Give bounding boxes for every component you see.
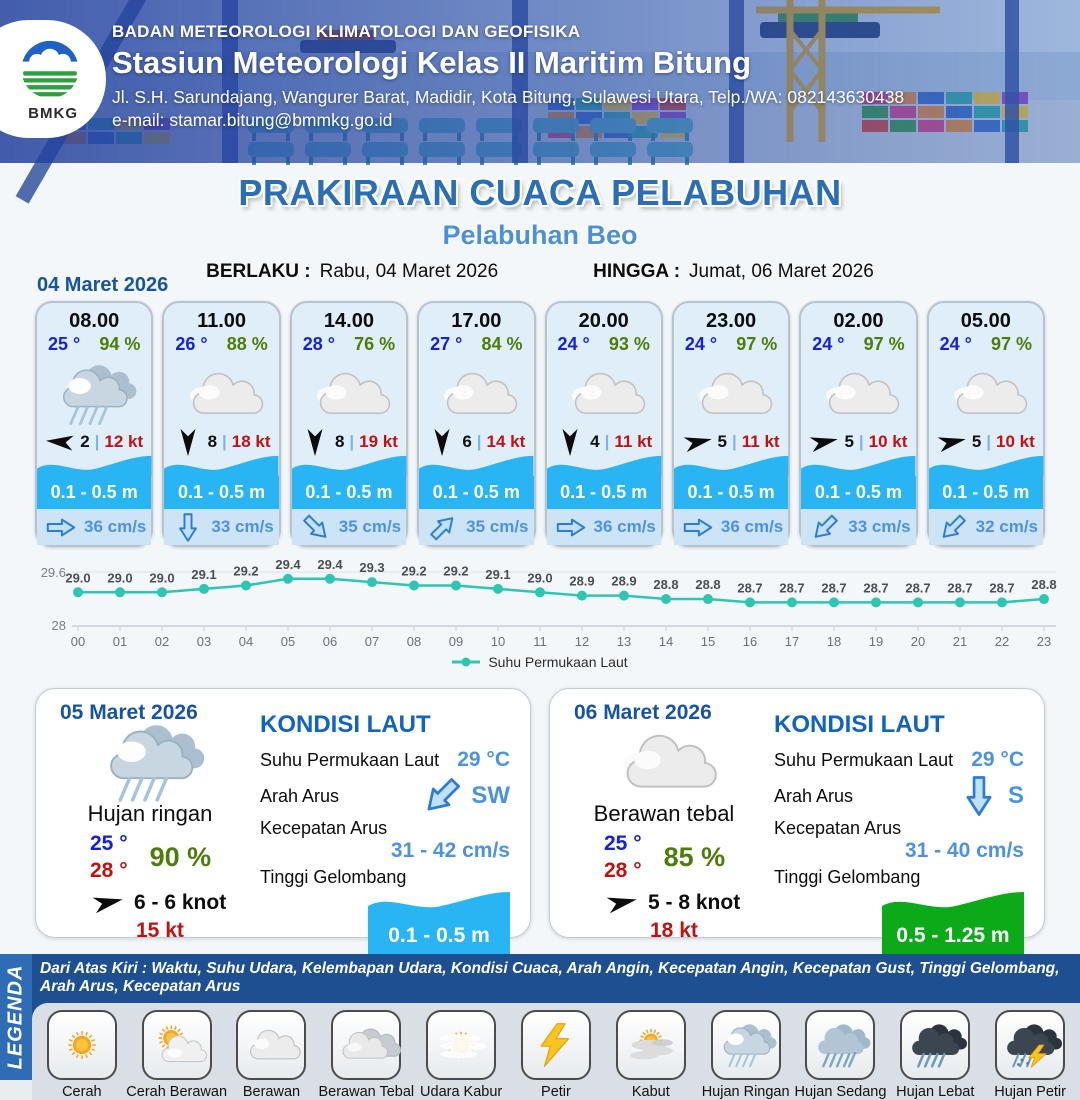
sst-label: Suhu Permukaan Laut xyxy=(774,749,954,770)
wind-value: 2 xyxy=(80,432,90,451)
legend-item-label: Hujan Lebat xyxy=(896,1084,975,1100)
current-direction-icon xyxy=(46,517,76,538)
sea-condition-title: KONDISI LAUT xyxy=(774,711,945,738)
wave-height-band xyxy=(674,454,788,509)
bmkg-logo-icon xyxy=(11,37,89,109)
forecast-time: 17.00 xyxy=(451,310,502,332)
svg-text:29.6: 29.6 xyxy=(40,565,66,580)
sst-value: 29 °C xyxy=(457,748,510,771)
svg-text:28: 28 xyxy=(51,618,66,633)
current-direction-label: Arah Arus xyxy=(774,785,854,806)
wind-direction-icon xyxy=(179,427,197,457)
temp-max: 28 ° xyxy=(90,859,128,883)
title-block xyxy=(0,168,1080,283)
svg-text:16: 16 xyxy=(742,634,758,649)
humidity: 76 % xyxy=(354,334,396,354)
air-temperature: 24 ° xyxy=(939,334,972,354)
wind-direction-icon xyxy=(561,427,579,457)
berawan-icon xyxy=(929,355,1043,432)
separator: | xyxy=(986,432,992,451)
legend-note: Dari Atas Kiri : Waktu, Suhu Udara, Kelembapan Udara, Kondisi Cuaca, Arah Angin, Kecepatan Angin, Kecepatan Gust, Tinggi Gelombang, Arah Arus, Kecepatan Arus xyxy=(40,960,1060,995)
wave-height-band xyxy=(292,454,406,509)
separator: | xyxy=(222,432,227,451)
current-speed: 35 cm/s xyxy=(338,517,402,536)
svg-text:28.9: 28.9 xyxy=(569,573,595,589)
legend-marker-icon xyxy=(452,657,480,667)
wind-speed: 10 kt xyxy=(868,432,908,451)
current-speed: 36 cm/s xyxy=(84,517,147,536)
wave-height-label: Tinggi Gelombang xyxy=(260,867,407,887)
air-temperature: 25 ° xyxy=(48,334,81,354)
svg-text:29.0: 29.0 xyxy=(149,570,175,586)
current-row xyxy=(674,509,788,545)
current-speed: 32 cm/s xyxy=(975,517,1039,536)
hujan-sedang-icon xyxy=(805,1010,875,1080)
temp-max: 28 ° xyxy=(604,859,642,883)
wave-height-band xyxy=(419,454,533,509)
svg-text:29.1: 29.1 xyxy=(191,566,217,582)
svg-text:29.3: 29.3 xyxy=(359,560,385,576)
wave-height-band xyxy=(164,454,278,509)
svg-text:15: 15 xyxy=(700,634,716,649)
wave-height-band xyxy=(929,454,1043,509)
legend-band xyxy=(0,954,1080,1100)
wind-row xyxy=(929,432,1043,452)
svg-text:28.7: 28.7 xyxy=(905,580,931,596)
humidity: 85 % xyxy=(663,841,726,872)
udara-kabur-icon xyxy=(426,1010,496,1080)
wind-row xyxy=(674,432,788,452)
svg-text:17: 17 xyxy=(784,634,800,649)
sst-value: 29 °C xyxy=(971,748,1024,771)
berawan-icon xyxy=(292,355,406,432)
daily-date: 06 Maret 2026 xyxy=(574,701,712,724)
forecast-date: 04 Maret 2026 xyxy=(37,274,169,296)
svg-text:29.4: 29.4 xyxy=(317,556,343,572)
humidity: 88 % xyxy=(226,334,268,354)
current-direction-icon xyxy=(178,512,199,542)
svg-text:12: 12 xyxy=(574,634,590,649)
current-direction: S xyxy=(1007,782,1024,809)
berawan-icon xyxy=(236,1010,306,1080)
separator: | xyxy=(94,432,100,451)
svg-text:21: 21 xyxy=(952,634,968,649)
humidity: 90 % xyxy=(149,841,212,872)
wind-direction-icon xyxy=(90,890,125,915)
svg-text:19: 19 xyxy=(868,634,884,649)
current-direction-icon xyxy=(556,517,586,538)
svg-text:18: 18 xyxy=(826,634,842,649)
legend-item xyxy=(606,1010,696,1100)
svg-text:28.9: 28.9 xyxy=(611,573,637,589)
sst-chart xyxy=(0,556,1080,652)
hujan-petir-icon xyxy=(995,1010,1065,1080)
hingga-label: HINGGA : xyxy=(593,261,681,282)
current-row xyxy=(547,509,661,545)
svg-text:10: 10 xyxy=(490,634,506,649)
legend-content xyxy=(32,954,1080,1100)
current-direction: SW xyxy=(471,782,510,809)
legend-item-label: Hujan Sedang xyxy=(794,1084,887,1100)
chart-legend-label: Suhu Permukaan Laut xyxy=(488,654,628,670)
wind-direction-icon xyxy=(306,427,324,457)
org-name: BADAN METEOROLOGI KLIMATOLOGI DAN GEOFISIKA xyxy=(112,22,581,41)
wind-direction-icon xyxy=(808,430,841,454)
sst-chart-section xyxy=(0,556,1080,670)
legend-item-label: Berawan Tebal xyxy=(318,1084,415,1100)
svg-text:29.2: 29.2 xyxy=(443,563,469,579)
legend-item-label: Cerah xyxy=(62,1084,102,1100)
forecast-time: 20.00 xyxy=(578,310,629,332)
separator: | xyxy=(476,432,482,451)
separator: | xyxy=(604,432,610,451)
berawan-icon xyxy=(674,355,788,432)
current-speed: 31 - 42 cm/s xyxy=(390,839,510,862)
svg-text:29.0: 29.0 xyxy=(527,570,553,586)
current-speed: 36 cm/s xyxy=(593,517,656,536)
air-temperature: 24 ° xyxy=(812,334,845,354)
svg-text:28.7: 28.7 xyxy=(947,580,973,596)
current-row xyxy=(419,509,533,545)
legend-item-label: Petir xyxy=(541,1084,571,1100)
wind-value: 5 xyxy=(971,432,982,451)
legend-item xyxy=(511,1010,601,1100)
legend-sidebar xyxy=(0,954,32,1080)
bmkg-logo-text: BMKG xyxy=(28,104,78,122)
berawan-icon xyxy=(164,355,278,432)
air-temperature: 24 ° xyxy=(557,334,590,354)
current-speed: 36 cm/s xyxy=(720,517,784,536)
port-name: Pelabuhan Beo xyxy=(442,220,638,250)
wave-height-band xyxy=(801,454,915,509)
current-speed: 31 - 40 cm/s xyxy=(904,839,1024,862)
forecast-card xyxy=(290,301,408,547)
legend-item-label: Kabut xyxy=(631,1084,670,1100)
legend-item-label: Berawan xyxy=(242,1084,301,1100)
svg-text:28.7: 28.7 xyxy=(989,580,1015,596)
legend-item-label: Cerah Berawan xyxy=(126,1084,228,1100)
wave-height: 0.1 - 0.5 m xyxy=(801,476,915,509)
legend-item xyxy=(985,1010,1075,1100)
petir-icon xyxy=(521,1010,591,1080)
humidity: 97 % xyxy=(990,334,1032,354)
hujan-ringan-icon xyxy=(711,1010,781,1080)
svg-text:03: 03 xyxy=(196,634,212,649)
forecast-card xyxy=(417,301,535,547)
current-speed-label: Kecepatan Arus xyxy=(260,818,388,838)
berlaku-value: Rabu, 04 Maret 2026 xyxy=(319,261,499,282)
station-name: Stasiun Meteorologi Kelas II Maritim Bitung xyxy=(112,45,752,80)
wind-direction-icon xyxy=(604,890,639,915)
forecast-time: 23.00 xyxy=(706,310,757,332)
air-temperature: 24 ° xyxy=(684,334,718,354)
wind-row xyxy=(547,432,661,452)
forecast-card xyxy=(799,301,917,547)
svg-text:11: 11 xyxy=(533,634,547,649)
svg-text:08: 08 xyxy=(406,634,422,649)
svg-text:13: 13 xyxy=(616,634,632,649)
sst-label: Suhu Permukaan Laut xyxy=(260,749,440,770)
current-direction-icon xyxy=(935,509,971,545)
wave-height: 0.1 - 0.5 m xyxy=(292,476,406,509)
legend-item xyxy=(701,1010,791,1100)
svg-text:29.4: 29.4 xyxy=(275,556,301,572)
svg-text:02: 02 xyxy=(154,634,170,649)
svg-text:28.8: 28.8 xyxy=(695,577,721,592)
wind-direction-icon xyxy=(433,427,451,457)
wind-speed: 10 kt xyxy=(996,432,1035,451)
current-speed: 35 cm/s xyxy=(466,517,529,536)
daily-condition: Berawan tebal xyxy=(593,801,735,826)
gust-speed: 15 kt xyxy=(136,918,184,942)
validity-line xyxy=(0,261,1080,283)
wind-speed: 19 kt xyxy=(359,432,398,451)
hujan-lebat-icon xyxy=(900,1010,970,1080)
berawan-icon xyxy=(605,725,723,803)
daily-card xyxy=(35,688,531,947)
svg-text:06: 06 xyxy=(322,634,338,649)
wave-height: 0.1 - 0.5 m xyxy=(164,476,278,509)
wind-row xyxy=(37,432,151,452)
forecast-time: 11.00 xyxy=(197,310,247,332)
wind-knot-range: 5 - 8 knot xyxy=(648,890,741,914)
current-direction-icon xyxy=(425,509,461,545)
svg-text:28.8: 28.8 xyxy=(1031,577,1057,592)
svg-text:04: 04 xyxy=(238,634,254,649)
legend-item xyxy=(890,1010,980,1100)
wave-height: 0.1 - 0.5 m xyxy=(37,476,151,509)
berawan-icon xyxy=(801,355,915,432)
forecast-card xyxy=(927,301,1045,547)
wind-direction-icon xyxy=(681,430,714,454)
berawan-icon xyxy=(547,355,661,432)
daily-card xyxy=(549,688,1045,947)
svg-text:20: 20 xyxy=(910,634,926,649)
legend-items xyxy=(32,1003,1080,1100)
legend-item xyxy=(226,1010,316,1100)
svg-text:00: 00 xyxy=(70,634,86,649)
wave-height: 0.1 - 0.5 m xyxy=(547,476,661,509)
wave-height: 0.1 - 0.5 m xyxy=(674,476,788,509)
forecast-time: 02.00 xyxy=(833,310,884,332)
current-speed: 33 cm/s xyxy=(211,517,274,536)
air-temperature: 28 ° xyxy=(302,334,335,354)
hingga-value: Jumat, 06 Maret 2026 xyxy=(689,261,874,282)
legend-item-label: Hujan Petir xyxy=(994,1084,1066,1100)
current-direction-icon xyxy=(807,509,843,545)
svg-text:28.8: 28.8 xyxy=(653,577,679,592)
svg-text:07: 07 xyxy=(364,634,380,649)
svg-text:29.1: 29.1 xyxy=(485,566,511,582)
wind-speed: 11 kt xyxy=(741,432,780,451)
wind-value: 8 xyxy=(207,432,218,451)
legend-item-label: Hujan Ringan xyxy=(701,1084,790,1100)
legend-sidebar-label: LEGENDA xyxy=(4,964,27,1070)
svg-text:14: 14 xyxy=(658,634,674,649)
humidity: 97 % xyxy=(863,334,905,354)
station-address: Jl. S.H. Sarundajang, Wangurer Barat, Madidir, Kota Bitung, Sulawesi Utara, Telp./WA: 082143630438 xyxy=(112,87,905,107)
humidity: 97 % xyxy=(736,334,778,354)
wind-speed: 14 kt xyxy=(486,432,526,451)
wave-height-band xyxy=(882,890,1024,958)
wind-value: 5 xyxy=(844,432,854,451)
wind-direction-icon xyxy=(44,432,75,453)
forecast-time: 08.00 xyxy=(69,310,120,332)
wave-height: 0.1 - 0.5 m xyxy=(929,476,1043,509)
legend-item xyxy=(318,1010,415,1100)
hourly-forecast-section xyxy=(0,274,1080,547)
forecast-time: 14.00 xyxy=(323,310,374,332)
current-direction-icon xyxy=(298,509,334,545)
wave-height-label: Tinggi Gelombang xyxy=(774,867,921,887)
current-row xyxy=(37,509,151,545)
separator: | xyxy=(858,432,864,451)
current-row xyxy=(292,509,406,545)
legend-item-label: Udara Kabur xyxy=(420,1084,503,1100)
humidity: 94 % xyxy=(99,334,141,354)
current-direction-icon xyxy=(417,771,468,822)
svg-text:29.0: 29.0 xyxy=(65,570,91,586)
legend-item xyxy=(795,1010,885,1100)
svg-text:01: 01 xyxy=(112,634,128,649)
current-direction-label: Arah Arus xyxy=(260,785,340,806)
current-row xyxy=(164,509,278,545)
wind-row xyxy=(164,432,278,452)
berlaku-label: BERLAKU : xyxy=(206,261,311,282)
wave-height-band xyxy=(368,890,510,958)
svg-text:28.7: 28.7 xyxy=(863,580,889,596)
separator: | xyxy=(732,432,737,451)
wind-knot-range: 6 - 6 knot xyxy=(134,890,227,914)
humidity: 93 % xyxy=(608,334,650,354)
chart-legend xyxy=(0,654,1080,670)
current-speed: 33 cm/s xyxy=(848,517,911,536)
legend-item xyxy=(37,1010,127,1100)
forecast-card xyxy=(545,301,663,547)
wind-value: 4 xyxy=(590,432,600,451)
page-title: PRAKIRAAN CUACA PELABUHAN xyxy=(238,172,842,213)
wind-value: 8 xyxy=(334,432,345,451)
wind-direction-icon xyxy=(935,430,968,454)
forecast-card xyxy=(35,301,153,547)
berawan-tebal-icon xyxy=(331,1010,401,1080)
wave-height-band xyxy=(547,454,661,509)
wind-speed: 11 kt xyxy=(614,432,653,451)
wave-height: 0.5 - 1.25 m xyxy=(882,914,1024,958)
hujan-ringan-icon xyxy=(91,725,209,803)
sea-condition-title: KONDISI LAUT xyxy=(260,711,431,738)
svg-text:29.2: 29.2 xyxy=(401,563,427,579)
wind-speed: 12 kt xyxy=(104,432,144,451)
svg-text:28.7: 28.7 xyxy=(737,580,763,596)
svg-text:05: 05 xyxy=(280,634,296,649)
daily-date: 05 Maret 2026 xyxy=(60,701,198,724)
svg-text:09: 09 xyxy=(448,634,464,649)
forecast-card xyxy=(162,301,280,547)
separator: | xyxy=(349,432,355,451)
forecast-time: 05.00 xyxy=(960,310,1011,332)
forecast-card xyxy=(672,301,790,547)
daily-condition: Hujan ringan xyxy=(87,801,213,826)
wave-height: 0.1 - 0.5 m xyxy=(368,914,510,958)
station-email: e-mail: stamar.bitung@bmmkg.go.id xyxy=(112,110,393,130)
cerah-icon xyxy=(47,1010,117,1080)
legend-item xyxy=(126,1010,228,1100)
daily-forecast-row xyxy=(35,688,1045,947)
temp-min: 25 ° xyxy=(90,832,128,855)
sst-line xyxy=(78,579,1044,603)
temp-min: 25 ° xyxy=(604,832,642,855)
air-temperature: 26 ° xyxy=(175,334,208,354)
svg-text:28.7: 28.7 xyxy=(779,580,805,596)
humidity: 84 % xyxy=(481,334,523,354)
air-temperature: 27 ° xyxy=(430,334,463,354)
wind-row xyxy=(801,432,915,452)
svg-text:28.7: 28.7 xyxy=(821,580,847,596)
current-direction-icon xyxy=(683,517,713,538)
current-row xyxy=(801,509,915,545)
forecast-cards-row xyxy=(35,301,1045,547)
svg-text:23: 23 xyxy=(1036,634,1052,649)
svg-text:29.2: 29.2 xyxy=(233,563,259,579)
berawan-icon xyxy=(419,355,533,432)
header xyxy=(0,0,1080,163)
wave-height-band xyxy=(37,454,151,509)
wind-row xyxy=(419,432,533,452)
legend-item xyxy=(416,1010,506,1100)
current-row xyxy=(929,509,1043,545)
wind-speed: 18 kt xyxy=(231,432,271,451)
svg-text:29.0: 29.0 xyxy=(107,570,133,586)
wind-row xyxy=(292,432,406,452)
gust-speed: 18 kt xyxy=(650,918,698,942)
current-speed-label: Kecepatan Arus xyxy=(774,818,902,838)
hujan-ringan-icon xyxy=(37,355,151,432)
cerah-berawan-icon xyxy=(142,1010,212,1080)
wind-value: 5 xyxy=(717,432,727,451)
kabut-icon xyxy=(616,1010,686,1080)
wave-height: 0.1 - 0.5 m xyxy=(419,476,533,509)
wind-value: 6 xyxy=(462,432,472,451)
current-direction-icon xyxy=(964,775,994,817)
svg-text:22: 22 xyxy=(994,634,1010,649)
